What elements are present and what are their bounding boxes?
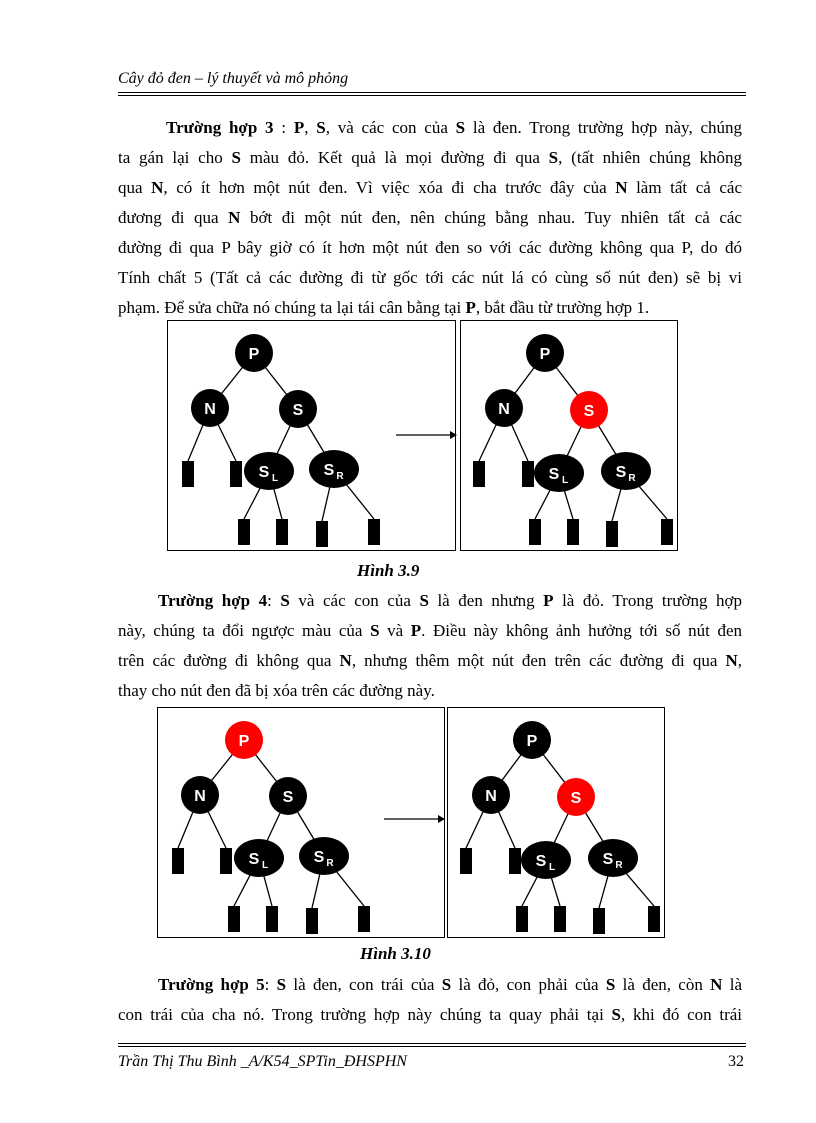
- footer-rule-2: [118, 1046, 746, 1047]
- text-line: [118, 203, 742, 233]
- nil-leaf: [368, 519, 380, 545]
- text-run: ,: [304, 118, 317, 137]
- node-label: S: [615, 464, 627, 481]
- figure-3-10-after-panel: [447, 707, 665, 938]
- arrow-icon: [384, 812, 446, 826]
- nil-leaf: [228, 906, 240, 932]
- node-label: P: [526, 733, 538, 750]
- text-run: thay cho nút đen đã bị xóa trên các đường này.: [118, 681, 435, 700]
- node-label: S: [323, 462, 335, 479]
- text-run: và các con của: [289, 591, 420, 610]
- bold-text: N: [725, 651, 738, 670]
- header-rule: [118, 92, 746, 93]
- bold-text: N: [615, 178, 628, 197]
- paragraph-case-4: [118, 586, 742, 706]
- text-run: , có ít hơn một nút đen. Vì việc xóa đi cha trước đây của: [163, 178, 616, 197]
- header-rule-2: [118, 95, 746, 96]
- text-run: , bắt đầu từ trường hợp 1.: [475, 298, 650, 317]
- nil-leaf: [358, 906, 370, 932]
- tree-diagram-after: [448, 708, 666, 939]
- bold-text: N: [228, 208, 241, 227]
- text-run: là đen nhưng: [428, 591, 544, 610]
- paragraph-case-3: [118, 113, 742, 323]
- bold-text: Trường hợp 5: [158, 975, 265, 994]
- nil-leaf: [172, 848, 184, 874]
- text-run: trên các đường đi không qua: [118, 651, 340, 670]
- text-run: là đỏ. Trong trường hợp: [553, 591, 743, 610]
- bold-text: S: [231, 148, 241, 167]
- text-line: [118, 113, 742, 143]
- node-label: S: [282, 789, 294, 806]
- node-label: S: [583, 403, 595, 420]
- text-run: Tính chất 5 (Tất cả các đường đi từ gốc tới các nút lá có cùng số nút đen) sẽ bị vi: [118, 268, 742, 287]
- node-label: S: [602, 851, 614, 868]
- text-line: [118, 143, 742, 173]
- bold-text: S: [419, 591, 429, 610]
- node-label: S: [535, 853, 547, 870]
- page-number: 32: [728, 1053, 744, 1070]
- bold-text: Trường hợp 4: [158, 591, 268, 610]
- node-label: N: [498, 401, 510, 418]
- text-run: bớt đi một nút đen, nên chúng bằng nhau. Tuy nhiên tất cả các: [240, 208, 742, 227]
- node-label: S: [548, 466, 560, 483]
- text-run: , (tất nhiên chúng không: [558, 148, 743, 167]
- text-run: , nhưng thêm một nút đen trên các đường đi qua: [351, 651, 726, 670]
- text-line: [118, 586, 742, 616]
- node-subscript: R: [615, 860, 623, 871]
- bold-text: S: [370, 621, 380, 640]
- nil-leaf: [220, 848, 232, 874]
- node-label: S: [570, 790, 582, 807]
- nil-leaf: [182, 461, 194, 487]
- node-label: N: [194, 788, 206, 805]
- header-title: Cây đỏ đen – lý thuyết và mô phỏng: [118, 70, 349, 87]
- node-label: S: [292, 402, 304, 419]
- nil-leaf: [473, 461, 485, 487]
- text-run: ,: [737, 651, 742, 670]
- text-run: làm tất cả các: [627, 178, 742, 197]
- nil-leaf: [460, 848, 472, 874]
- node-subscript: R: [628, 473, 636, 484]
- footer-rule: [118, 1043, 746, 1044]
- text-run: là đỏ, con phải của: [451, 975, 606, 994]
- text-line: [118, 263, 742, 293]
- nil-leaf: [516, 906, 528, 932]
- node-label: N: [485, 788, 497, 805]
- text-run: , và các con của: [325, 118, 456, 137]
- nil-leaf: [230, 461, 242, 487]
- text-run: đường đi qua P bây giờ có ít hơn một nút đen so với các đường không qua P, do đó: [118, 238, 742, 257]
- bold-text: S: [611, 1005, 621, 1024]
- nil-leaf: [306, 908, 318, 934]
- text-line: [118, 173, 742, 203]
- node-label: S: [258, 464, 270, 481]
- nil-leaf: [509, 848, 521, 874]
- text-run: ta gán lại cho: [118, 148, 232, 167]
- page-header: [118, 70, 746, 94]
- node-subscript: L: [561, 475, 569, 486]
- node-label: S: [248, 851, 260, 868]
- nil-leaf: [266, 906, 278, 932]
- text-line: [118, 970, 742, 1000]
- text-line: [118, 616, 742, 646]
- text-run: và: [379, 621, 411, 640]
- nil-leaf: [316, 521, 328, 547]
- nil-leaf: [661, 519, 673, 545]
- text-run: :: [267, 591, 281, 610]
- node-label: S: [313, 849, 325, 866]
- text-run: là đen, con trái của: [286, 975, 442, 994]
- text-run: :: [264, 975, 277, 994]
- text-run: này, chúng ta đổi ngược màu của: [118, 621, 371, 640]
- nil-leaf: [567, 519, 579, 545]
- tree-diagram-after: [461, 321, 679, 552]
- nil-leaf: [276, 519, 288, 545]
- node-subscript: R: [326, 858, 334, 869]
- bold-text: S: [548, 148, 559, 167]
- text-run: phạm. Để sửa chữa nó chúng ta lại tái cân bằng tại: [118, 298, 466, 317]
- text-line: [118, 646, 742, 676]
- bold-text: S: [276, 975, 287, 994]
- node-label: P: [539, 346, 551, 363]
- node-subscript: R: [336, 471, 344, 482]
- arrow-icon: [396, 428, 458, 442]
- text-run: :: [273, 118, 294, 137]
- paragraph-case-5: [118, 970, 742, 1030]
- node-label: N: [204, 401, 216, 418]
- bold-text: Trường hợp 3: [166, 118, 274, 137]
- nil-leaf: [606, 521, 618, 547]
- nil-leaf: [593, 908, 605, 934]
- bold-text: S: [316, 118, 326, 137]
- bold-text: N: [151, 178, 164, 197]
- node-label: P: [238, 733, 250, 750]
- nil-leaf: [529, 519, 541, 545]
- bold-text: P: [543, 591, 554, 610]
- figure-3-9-after-panel: [460, 320, 678, 551]
- text-line: [118, 233, 742, 263]
- figure-caption: Hình 3.9: [357, 561, 420, 580]
- text-run: màu đỏ. Kết quả là mọi đường đi qua: [240, 148, 549, 167]
- text-run: là: [722, 975, 742, 994]
- text-run: qua: [118, 178, 152, 197]
- bold-text: P: [293, 118, 305, 137]
- text-run: con trái của cha nó. Trong trường hợp này chúng ta quay phải tại: [118, 1005, 612, 1024]
- text-run: là đen. Trong trường hợp này, chúng: [465, 118, 743, 137]
- node-subscript: L: [548, 862, 556, 873]
- nil-leaf: [522, 461, 534, 487]
- nil-leaf: [648, 906, 660, 932]
- bold-text: S: [280, 591, 290, 610]
- bold-text: S: [441, 975, 452, 994]
- bold-text: N: [339, 651, 352, 670]
- text-run: là đen, còn: [615, 975, 711, 994]
- text-line: [118, 293, 742, 323]
- text-line: [118, 1000, 742, 1030]
- text-run: , khi đó con trái: [620, 1005, 743, 1024]
- bold-text: S: [605, 975, 616, 994]
- nil-leaf: [238, 519, 250, 545]
- text-run: đương đi qua: [118, 208, 229, 227]
- footer-author: Trần Thị Thu Bình _A/K54_SPTin_ĐHSPHN: [118, 1053, 407, 1070]
- bold-text: N: [710, 975, 723, 994]
- figure-caption: Hình 3.10: [360, 944, 431, 963]
- node-subscript: L: [271, 473, 279, 484]
- bold-text: P: [410, 621, 422, 640]
- node-label: P: [248, 346, 260, 363]
- nil-leaf: [554, 906, 566, 932]
- bold-text: S: [455, 118, 466, 137]
- text-line: [118, 676, 742, 706]
- node-subscript: L: [261, 860, 269, 871]
- text-run: . Điều này không ảnh hưởng tới số nút đen: [421, 621, 742, 640]
- bold-text: P: [465, 298, 476, 317]
